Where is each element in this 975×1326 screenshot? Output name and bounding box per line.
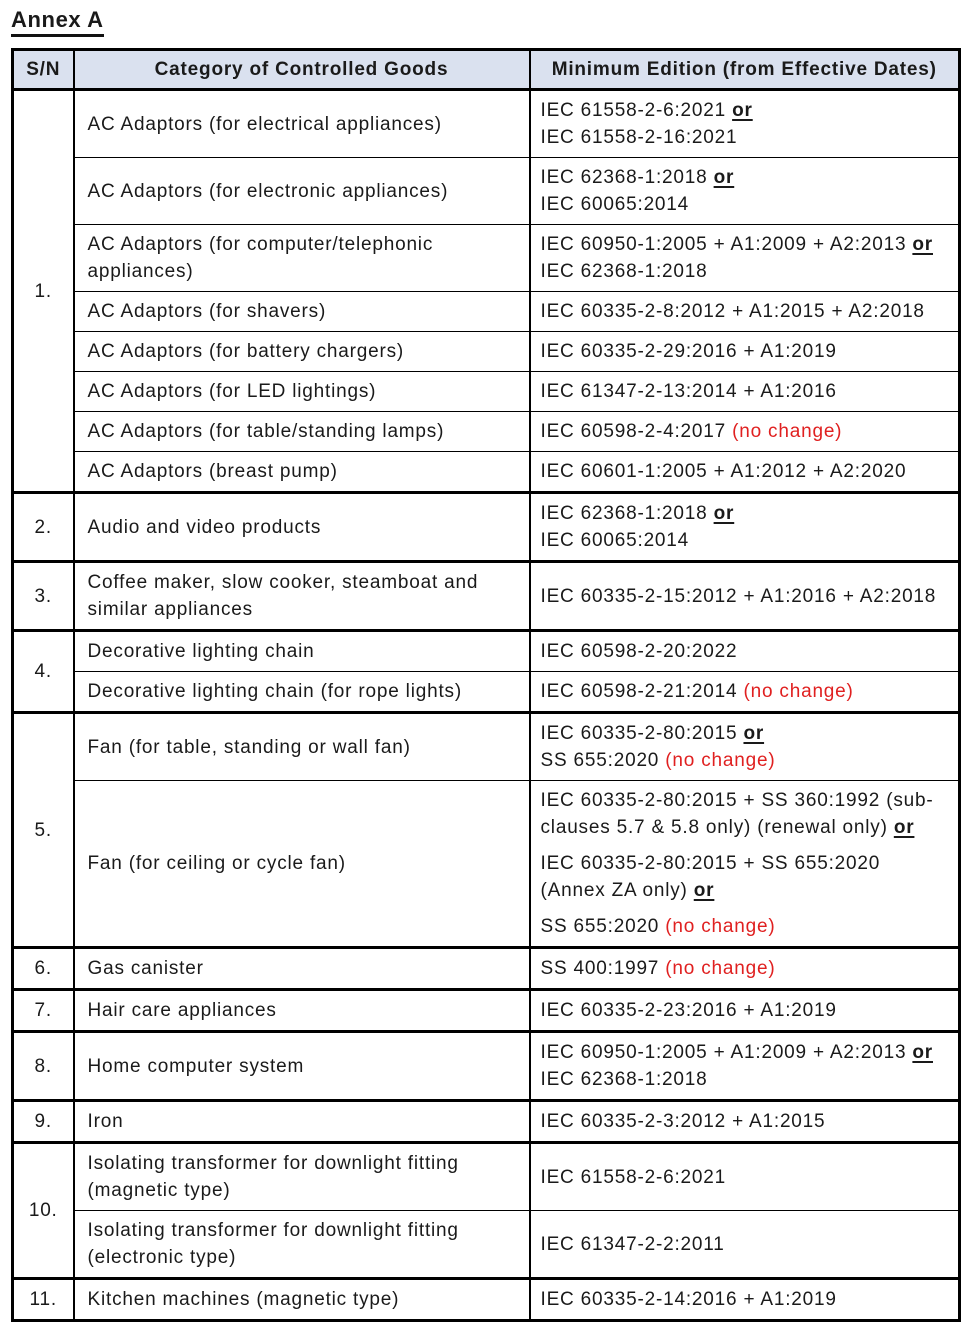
edition-cell — [530, 493, 960, 562]
edition-cell — [530, 713, 960, 781]
sn-cell: 2. — [13, 493, 74, 562]
edition-line — [541, 298, 951, 325]
category-cell — [74, 1101, 530, 1143]
text-segment: (Annex ZA only) — [540, 880, 694, 901]
text-segment: IEC 60335-2-80:2015 + SS 655:2020 — [540, 853, 881, 874]
edition-paragraph — [541, 1039, 951, 1093]
page-title: Annex A — [11, 7, 104, 37]
edition-paragraph — [541, 97, 951, 151]
edition-line — [541, 338, 951, 365]
edition-paragraph — [541, 1164, 951, 1191]
edition-line — [541, 500, 951, 527]
text-segment: IEC 61558-2-6:2021 — [540, 100, 733, 121]
edition-paragraph — [541, 638, 951, 665]
sn-cell: 9. — [13, 1101, 74, 1143]
edition-paragraph — [541, 1108, 951, 1135]
category-line: AC Adaptors (for electrical appliances) — [87, 113, 442, 135]
category-cell — [74, 225, 530, 292]
category-cell — [74, 493, 530, 562]
table-row — [13, 493, 960, 562]
table-row — [13, 562, 960, 631]
text-segment: IEC 60065:2014 — [540, 194, 690, 215]
table-row — [13, 1101, 960, 1143]
header-edition: Minimum Edition (from Effective Dates) — [530, 50, 960, 90]
controlled-goods-table — [11, 48, 961, 1322]
table-row — [13, 781, 960, 948]
no-change-note: (no change) — [665, 750, 776, 771]
category-line: Audio and video products — [87, 516, 322, 538]
edition-cell — [530, 1279, 960, 1321]
no-change-note: (no change) — [665, 916, 776, 937]
edition-cell — [530, 948, 960, 990]
edition-line — [541, 231, 951, 258]
edition-line — [541, 1108, 951, 1135]
edition-cell — [530, 1211, 960, 1279]
edition-line — [541, 1039, 951, 1066]
category-cell — [74, 713, 530, 781]
category-line: AC Adaptors (for table/standing lamps) — [87, 421, 445, 442]
table-row — [13, 412, 960, 452]
edition-line — [541, 583, 951, 610]
edition-line — [541, 850, 951, 877]
edition-cell — [530, 1143, 960, 1211]
category-line: Hair care appliances — [87, 1000, 277, 1021]
header-row — [13, 50, 960, 90]
text-segment: IEC 60601-1:2005 + A1:2012 + A2:2020 — [540, 461, 907, 482]
text-segment: IEC 62368-1:2018 — [540, 1069, 708, 1090]
text-segment: IEC 60335-2-29:2016 + A1:2019 — [540, 341, 837, 362]
edition-paragraph — [541, 787, 951, 841]
edition-paragraph — [541, 955, 951, 982]
category-line: AC Adaptors (for electronic appliances) — [87, 180, 449, 202]
edition-cell — [530, 452, 960, 493]
category-cell — [74, 1211, 530, 1279]
edition-cell — [530, 631, 960, 672]
edition-cell — [530, 672, 960, 713]
edition-line — [541, 1286, 951, 1313]
text-segment: IEC 62368-1:2018 — [540, 503, 714, 524]
edition-paragraph — [541, 678, 951, 705]
category-line: Fan (for table, standing or wall fan) — [87, 736, 411, 758]
sn-cell: 10. — [13, 1143, 74, 1279]
table-row — [13, 90, 960, 158]
table-row — [13, 948, 960, 990]
edition-line — [541, 787, 951, 814]
category-line: (magnetic type) — [87, 1180, 231, 1201]
table-row — [13, 672, 960, 713]
edition-line — [541, 720, 951, 747]
text-segment: IEC 61347-2-13:2014 + A1:2016 — [540, 381, 837, 402]
edition-line — [541, 191, 951, 218]
or-keyword: or — [732, 100, 753, 121]
edition-line — [541, 814, 951, 841]
edition-line — [541, 1231, 951, 1258]
edition-line — [541, 527, 951, 554]
or-keyword: or — [893, 817, 915, 838]
edition-line — [541, 124, 951, 151]
edition-line — [541, 1164, 951, 1191]
category-line: AC Adaptors (breast pump) — [87, 461, 338, 482]
no-change-note: (no change) — [732, 421, 843, 442]
text-segment: IEC 61558-2-16:2021 — [540, 127, 738, 148]
category-cell — [74, 672, 530, 713]
table-row — [13, 292, 960, 332]
text-segment: IEC 60598-2-4:2017 — [540, 421, 733, 442]
edition-line — [541, 164, 951, 191]
edition-line — [541, 678, 951, 705]
text-segment: IEC 60335-2-15:2012 + A1:2016 + A2:2018 — [540, 585, 937, 607]
edition-cell — [530, 1032, 960, 1101]
category-line: (electronic type) — [87, 1247, 237, 1268]
edition-paragraph — [541, 1286, 951, 1313]
sn-cell: 11. — [13, 1279, 74, 1321]
edition-paragraph — [541, 500, 951, 554]
table-row — [13, 990, 960, 1032]
or-keyword: or — [743, 723, 765, 744]
text-segment: IEC 60950-1:2005 + A1:2009 + A2:2013 — [540, 234, 913, 255]
or-keyword: or — [912, 1042, 933, 1063]
edition-paragraph — [541, 298, 951, 325]
edition-paragraph — [541, 458, 951, 485]
category-cell — [74, 990, 530, 1032]
category-cell — [74, 332, 530, 372]
category-line: Iron — [87, 1111, 124, 1132]
table-row — [13, 332, 960, 372]
text-segment: IEC 60950-1:2005 + A1:2009 + A2:2013 — [540, 1042, 913, 1063]
text-segment: IEC 60335-2-23:2016 + A1:2019 — [540, 1000, 837, 1021]
edition-paragraph — [541, 1231, 951, 1258]
table-row — [13, 225, 960, 292]
category-line: AC Adaptors (for LED lightings) — [87, 381, 377, 402]
or-keyword: or — [713, 167, 735, 188]
category-cell — [74, 158, 530, 225]
category-cell — [74, 90, 530, 158]
category-cell — [74, 781, 530, 948]
category-cell — [74, 1032, 530, 1101]
edition-line — [541, 913, 951, 940]
sn-cell: 8. — [13, 1032, 74, 1101]
or-keyword: or — [693, 880, 715, 901]
edition-paragraph — [541, 997, 951, 1024]
text-segment: IEC 61347-2-2:2011 — [540, 1233, 725, 1255]
category-line: Home computer system — [87, 1055, 305, 1077]
or-keyword: or — [912, 234, 933, 255]
sn-cell: 5. — [13, 713, 74, 948]
edition-line — [541, 997, 951, 1024]
table-header — [13, 50, 960, 90]
edition-paragraph — [541, 378, 951, 405]
text-segment: IEC 60065:2014 — [540, 530, 690, 551]
category-cell — [74, 372, 530, 412]
sn-cell: 7. — [13, 990, 74, 1032]
category-line: similar appliances — [87, 599, 253, 620]
category-line: Decorative lighting chain (for rope lights) — [87, 681, 462, 702]
edition-line — [541, 1066, 951, 1093]
category-cell — [74, 452, 530, 493]
table-row — [13, 452, 960, 493]
edition-cell — [530, 292, 960, 332]
text-segment: IEC 60598-2-20:2022 — [540, 641, 738, 662]
text-segment: IEC 60335-2-3:2012 + A1:2015 — [540, 1111, 826, 1132]
edition-line — [541, 747, 951, 774]
edition-cell — [530, 562, 960, 631]
category-cell — [74, 948, 530, 990]
edition-line — [541, 955, 951, 982]
edition-paragraph — [541, 418, 951, 445]
text-segment: IEC 60335-2-80:2015 + SS 360:1992 (sub- — [540, 790, 934, 811]
category-line: AC Adaptors (for battery chargers) — [87, 341, 405, 362]
sn-cell: 1. — [13, 90, 74, 493]
edition-cell — [530, 90, 960, 158]
edition-paragraph — [541, 720, 951, 774]
edition-line — [541, 378, 951, 405]
edition-line — [541, 638, 951, 665]
category-line: Kitchen machines (magnetic type) — [87, 1289, 400, 1310]
edition-line — [541, 877, 951, 904]
table-row — [13, 372, 960, 412]
edition-paragraph — [541, 583, 951, 610]
text-segment: SS 655:2020 — [540, 916, 666, 937]
table-row — [13, 158, 960, 225]
category-line: Coffee maker, slow cooker, steamboat and — [87, 572, 479, 593]
sn-cell: 6. — [13, 948, 74, 990]
category-cell — [74, 412, 530, 452]
edition-paragraph — [541, 338, 951, 365]
category-line: AC Adaptors (for shavers) — [87, 301, 327, 322]
edition-cell — [530, 332, 960, 372]
text-segment: clauses 5.7 & 5.8 only) (renewal only) — [540, 817, 894, 838]
edition-line — [541, 458, 951, 485]
table-row — [13, 1279, 960, 1321]
edition-line — [541, 97, 951, 124]
category-line: appliances) — [87, 261, 194, 282]
sn-cell: 3. — [13, 562, 74, 631]
category-cell — [74, 1279, 530, 1321]
category-line: Fan (for ceiling or cycle fan) — [87, 853, 346, 874]
text-segment: SS 655:2020 — [540, 750, 666, 771]
edition-paragraph — [541, 850, 951, 904]
edition-line — [541, 418, 951, 445]
edition-cell — [530, 158, 960, 225]
text-segment: SS 400:1997 — [540, 958, 666, 979]
edition-paragraph — [541, 164, 951, 218]
edition-cell — [530, 1101, 960, 1143]
text-segment: IEC 60598-2-21:2014 — [540, 681, 744, 702]
text-segment: IEC 60335-2-80:2015 — [540, 723, 744, 744]
edition-cell — [530, 412, 960, 452]
text-segment: IEC 60335-2-14:2016 + A1:2019 — [540, 1289, 837, 1310]
header-category: Category of Controlled Goods — [74, 50, 530, 90]
table-row — [13, 1143, 960, 1211]
table-row — [13, 1032, 960, 1101]
category-line: Isolating transformer for downlight fitting — [87, 1153, 459, 1174]
table-row — [13, 713, 960, 781]
category-line: Decorative lighting chain — [87, 641, 315, 662]
category-line: Gas canister — [87, 958, 204, 979]
text-segment: IEC 62368-1:2018 — [540, 261, 708, 282]
no-change-note: (no change) — [743, 681, 854, 702]
category-cell — [74, 562, 530, 631]
category-cell — [74, 1143, 530, 1211]
edition-paragraph — [541, 231, 951, 285]
edition-cell — [530, 781, 960, 948]
category-line: Isolating transformer for downlight fitting — [87, 1220, 459, 1241]
category-cell — [74, 292, 530, 332]
edition-paragraph — [541, 913, 951, 940]
text-segment: IEC 61558-2-6:2021 — [540, 1166, 727, 1188]
text-segment: IEC 60335-2-8:2012 + A1:2015 + A2:2018 — [540, 301, 925, 322]
edition-cell — [530, 225, 960, 292]
header-sn: S/N — [13, 50, 74, 90]
text-segment: IEC 62368-1:2018 — [540, 167, 714, 188]
or-keyword: or — [713, 503, 735, 524]
table-body — [13, 90, 960, 1321]
no-change-note: (no change) — [665, 958, 776, 979]
category-line: AC Adaptors (for computer/telephonic — [87, 234, 434, 255]
sn-cell: 4. — [13, 631, 74, 713]
table-row — [13, 631, 960, 672]
edition-cell — [530, 372, 960, 412]
edition-line — [541, 258, 951, 285]
edition-cell — [530, 990, 960, 1032]
category-cell — [74, 631, 530, 672]
table-row — [13, 1211, 960, 1279]
